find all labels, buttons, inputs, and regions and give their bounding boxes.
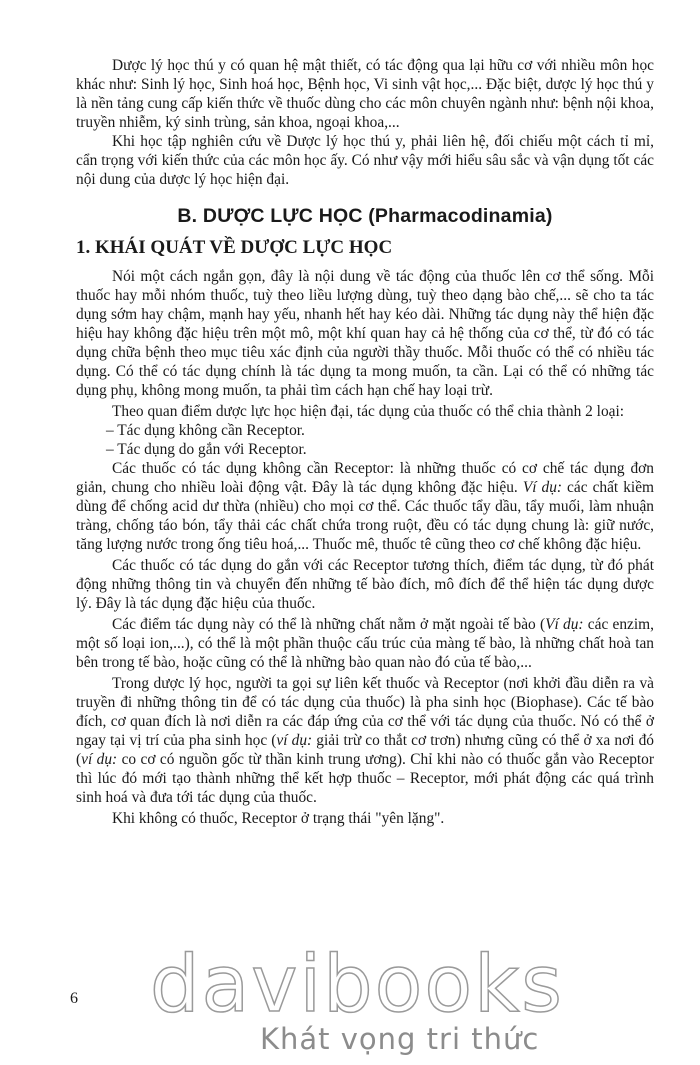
paragraph-2: Theo quan điểm dược lực học hiện đại, tác dụng của thuốc có thể chia thành 2 loại: bbox=[112, 403, 625, 420]
example-label: Ví dụ: bbox=[522, 479, 563, 496]
watermark-brand: davibooks bbox=[150, 940, 564, 1030]
paragraph-1: Nói một cách ngắn gọn, đây là nội dung về tác động của thuốc lên cơ thể sống. Mỗi thuốc hay mỗi nhóm thuốc, tuỳ theo liều lượng dùng, tuỳ theo dạng bào chế,... sẽ cho ta tác dụng sớm hay chậm, mạnh hay yếu, nhanh hết hay kéo dài. Những tác dụng này thể hiện đặc hiệu hay không đặc hiệu trên một mô, một khí quan hay cả hệ thống của cơ thể, từ đó có tác dụng chữa bệnh theo mục tiêu xác định của người thầy thuốc. Mỗi thuốc có thể có nhiều tác dụng. Có thể có tác dụng chính là tác dụng ta mong muốn, ta cần. Lại có thể có những tác dụng phụ, không mong muốn, ta phải tìm cách hạn chế hay loại trừ. bbox=[76, 268, 654, 399]
section-title: B. DƯỢC LỰC HỌC (Pharmacodinamia) bbox=[177, 205, 553, 227]
paragraph-3-text-b: các chất kiềm dùng để chống acid dư thừa (nhiều) cho mọi cơ thể. Các thuốc tẩy dầu, tẩy muối, làm nhuận tràng, chống táo bón, tẩy thải các chất chứa trong ruột, đều có tác dụng chung là: giữ nước, tăng lượng nước trong ống tiêu hoá,... Thuốc mê, thuốc tê cũng theo cơ chế không đặc hiệu. bbox=[76, 479, 654, 553]
list-item-no-receptor: – Tác dụng không cần Receptor. bbox=[106, 422, 305, 439]
page-content bbox=[76, 56, 654, 828]
paragraph-6-text-c: co cơ có nguồn gốc từ thần kinh trung ương). Chỉ khi nào có thuốc gắn vào Receptor thì lúc đó mới tạo thành những thể kết hợp thuốc – Receptor, mới phát động các quá trình sinh hoá và đưa tới tác dụng của thuốc. bbox=[76, 751, 654, 806]
page-number: 6 bbox=[70, 990, 78, 1007]
paragraph-3-text-a: Các thuốc có tác dụng không cần Receptor: là những thuốc có cơ chế tác dụng đơn giản, chung cho nhiều loài động vật. Đây là tác dụng không đặc hiệu. bbox=[76, 460, 654, 496]
heading-overview: 1. KHÁI QUÁT VỀ DƯỢC LỰC HỌC bbox=[76, 237, 393, 258]
intro-paragraph-2: Khi học tập nghiên cứu về Dược lý học thú y, phải liên hệ, đối chiếu một cách tỉ mỉ, cẩn trọng với kiến thức của các môn học ấy. Có như vậy mới hiểu sâu sắc và vận dụng tốt các nội dung của dược lý học hiện đại. bbox=[76, 133, 654, 188]
watermark-slogan: Khát vọng tri thức bbox=[260, 1022, 540, 1056]
paragraph-5 bbox=[76, 615, 654, 672]
paragraph-5-text-b: các enzim, một số loại ion,...), có thể là một phần thuộc cấu trúc của màng tế bào, là những chất hoà tan bên trong tế bào, hoặc cũng có thể là những bào quan nào đó của tế bào,... bbox=[76, 616, 654, 671]
example-label: ví dụ: bbox=[81, 751, 118, 768]
paragraph-5-text-a: Các điểm tác dụng này có thể là những chất nằm ở mặt ngoài tế bào ( bbox=[112, 616, 546, 633]
paragraph-6-text-a: Trong dược lý học, người ta gọi sự liên kết thuốc và Receptor (nơi khởi đầu diễn ra và truyền đi những thông tin để có tác dụng của thuốc) là pha sinh học (Biophase). Các tế bào đích, cơ quan đích là nơi diễn ra các đáp ứng của cơ thể với tác dụng của thuốc. Nó có thể ở ngay tại vị trí của pha sinh học ( bbox=[76, 675, 654, 749]
paragraph-6-text-b: giải trừ co thắt cơ trơn) nhưng cũng có thể ở xa nơi đó ( bbox=[76, 732, 654, 768]
example-label: Ví dụ: bbox=[545, 616, 584, 633]
paragraph-6 bbox=[76, 674, 654, 807]
paragraph-3 bbox=[76, 459, 654, 554]
paragraph-7: Khi không có thuốc, Receptor ở trạng thái "yên lặng". bbox=[112, 810, 445, 827]
example-label: ví dụ: bbox=[276, 732, 313, 749]
intro-paragraph-1: Dược lý học thú y có quan hệ mật thiết, có tác động qua lại hữu cơ với nhiều môn học khác như: Sinh lý học, Sinh hoá học, Bệnh học, Vi sinh vật học,... Đặc biệt, dược lý học thú y là nền tảng cung cấp kiến thức về thuốc dùng cho các môn chuyên ngành như: bệnh nội khoa, truyền nhiễm, ký sinh trùng, sản khoa, ngoại khoa,... bbox=[76, 57, 654, 131]
list-item-receptor: – Tác dụng do gắn với Receptor. bbox=[106, 441, 307, 458]
paragraph-4: Các thuốc có tác dụng do gắn với các Receptor tương thích, điểm tác dụng, từ đó phát động những thông tin và chuyển đến những tế bào đích, mô đích để thể hiện tác dụng dược lý. Đây là tác dụng đặc hiệu của thuốc. bbox=[76, 557, 654, 612]
